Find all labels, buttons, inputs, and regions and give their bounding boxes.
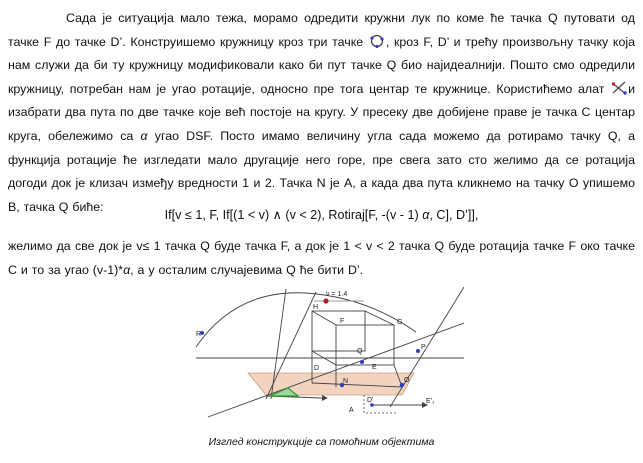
label-d-prime: D'	[367, 397, 374, 404]
paragraph-1-part-1: Сада је ситуација мало тежа, морамо одредити кружни лук по коме ће тачка Q путовати од тачке F до тачке D’. Конструишемо кружницу кроз три тачке	[8, 11, 635, 49]
label-o: O	[404, 377, 410, 384]
point-p	[416, 349, 420, 353]
cube-front-top	[312, 311, 365, 351]
paragraph-2	[8, 235, 635, 282]
point-q	[360, 360, 364, 364]
paragraph-1-part-2: , кроз F, D’ и трећу произвољну тачку која нам служи да би ту кружницу модификовали како би пут тачке Q био најидеалнији. Пошто смо одредили кружницу, потребан нам је угао ротације, односно пре тога центар те кружнице. Користићемо алат	[8, 34, 635, 96]
circle-through-three-points-icon	[368, 34, 386, 48]
paragraph-1	[8, 7, 635, 219]
paragraph-1-part-4: угао DSF. Посто имамо величину угла сада можемо да ротирамо тачку Q, а функција ротације ће изгледати мало другације него горе, пре свега зато сто желимо да се ротација догоди док је клизач између вредности 1 и 2. Тачка N је A, а када два пута кликнемо на тачку O упишемо B, тачка Q биће:	[8, 128, 636, 214]
formula-suffix: , C], D’]],	[429, 208, 479, 222]
paragraph-2-part-2: , а у осталим случајевима Q ће бити D’.	[130, 262, 364, 277]
formula	[0, 207, 643, 222]
label-q: Q	[357, 348, 363, 355]
label-n: N	[343, 378, 349, 385]
perpendicular-bisector-icon	[610, 81, 628, 95]
slider-label: v = 1.4	[326, 291, 348, 298]
formula-alpha: α	[422, 208, 430, 222]
cube-edge-2	[365, 311, 394, 325]
diagonal-line-4	[390, 287, 464, 407]
label-f: F	[340, 318, 345, 325]
construction-drawing	[196, 287, 464, 435]
label-g: G	[397, 319, 403, 326]
paragraph-1-part-3: и изабрати два пута по две тачке које већ постоје на кругу. У пресеку две добијене праве је тачка C центар круга, обележимо са	[8, 81, 635, 143]
figure-caption: Изглед конструкције са помоћним објектима	[208, 436, 435, 448]
paragraph-2-part-1: желимо да све док је v≤ 1 тачка Q буде тачка F, а док је 1 < v < 2 тачка Q буде ротација тачке F око тачке C и то за угао (v-1)*	[8, 239, 635, 277]
label-e: E	[372, 364, 377, 371]
formula-prefix: If[v ≤ 1, F, If[(1 < v) ∧ (v < 2), Rotiraj[F, -(v - 1)	[164, 208, 419, 222]
construction-figure	[196, 287, 464, 435]
alpha-symbol: α	[140, 128, 148, 143]
paragraph-2-alpha: α	[123, 262, 131, 277]
label-p: P	[421, 344, 426, 351]
base-vector-arrowhead	[322, 395, 328, 401]
cube-edge-1	[312, 311, 336, 325]
label-h: H	[313, 304, 319, 311]
label-a: A	[349, 407, 354, 414]
label-r: R	[196, 331, 202, 338]
slider-knob	[323, 298, 328, 303]
label-d: D	[314, 365, 320, 372]
label-e-prime-1: E'₁	[426, 398, 435, 405]
